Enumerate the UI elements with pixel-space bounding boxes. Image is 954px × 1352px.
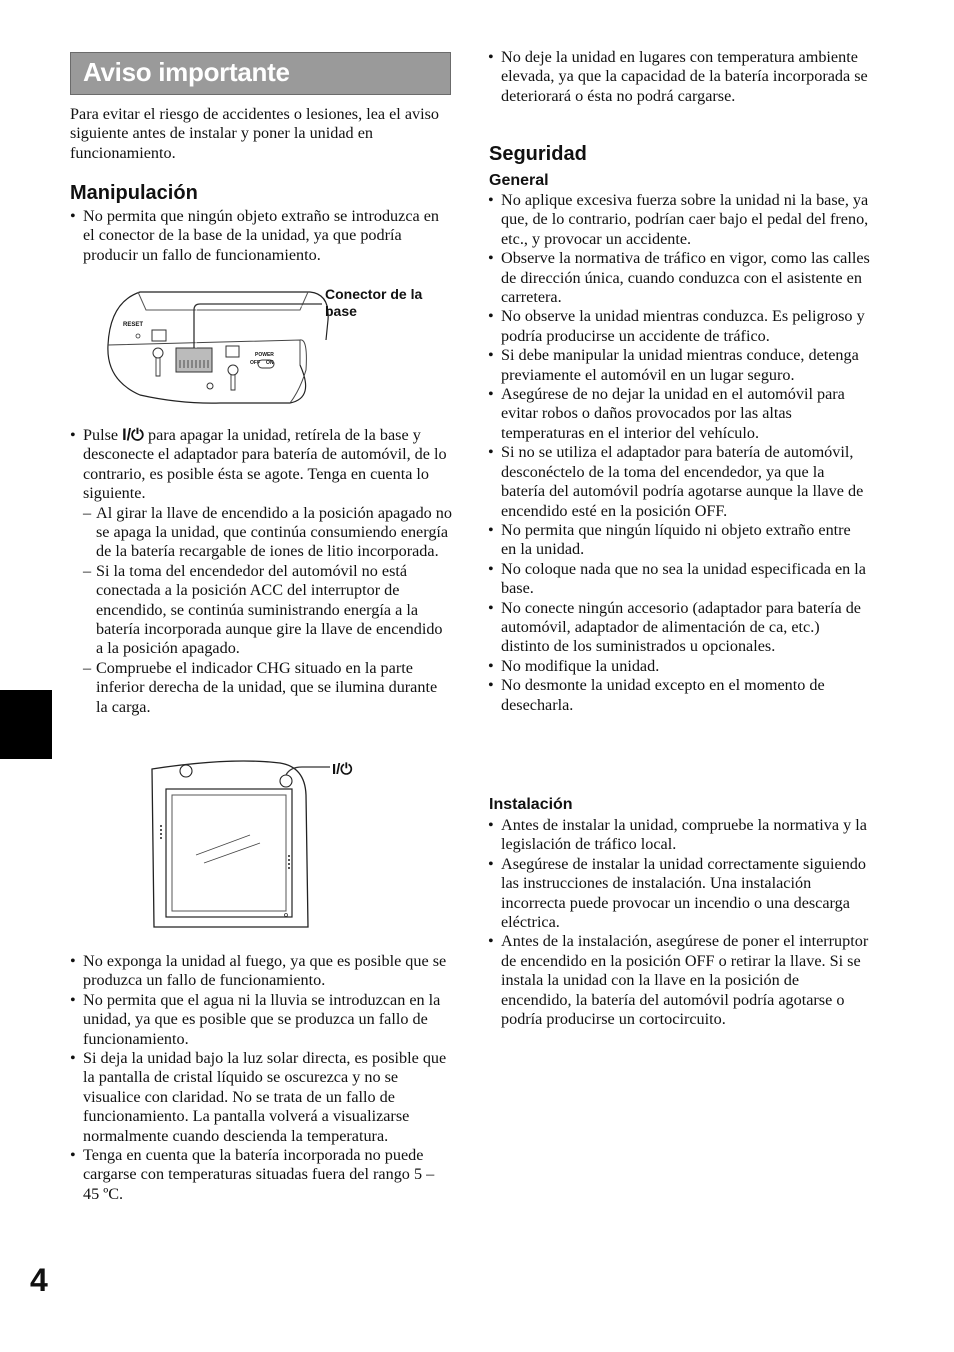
general-heading: General (489, 172, 549, 189)
list-item: • No permita que el agua ni la lluvia se introduzcan en la unidad, ya que es posible que se produzca un fallo de funcionamiento. (70, 991, 452, 1049)
list-item: • Antes de instalar la unidad, compruebe la normativa y la legislación de tráfico local. (488, 816, 870, 855)
section-tab-marker (0, 690, 52, 759)
page-title-bar (70, 52, 451, 95)
list-item: • Antes de la instalación, asegúrese de poner el interruptor de encendido en la posición OFF o retirar la llave. Si se instala la unidad con la llave en la posición de encendido, la batería del automóvil podría agotarse o podría producirse un cortocircuito. (488, 932, 870, 1029)
reset-label: RESET (123, 322, 144, 328)
list-item: • No permita que ningún líquido ni objeto extraño entre en la unidad. (488, 521, 870, 560)
pulse-text: para apagar la unidad, retírela de la base y desconecte el adaptador para batería de automóvil, de lo contrario, es posible ésta se agote. Tenga en cuenta lo siguiente. (83, 426, 447, 503)
list-item (70, 426, 452, 717)
list-item: • No deje la unidad en lugares con temperatura ambiente elevada, ya que la capacidad de la batería incorporada se deteriorará o ésta no podrá cargarse. (488, 48, 870, 106)
figure-unit-front (140, 755, 380, 940)
general-list (488, 191, 870, 715)
list-item: • No modifique la unidad. (488, 657, 870, 676)
manipulacion-sublist (70, 504, 452, 717)
sub-item: – Si la toma del encendedor del automóvil no está conectada a la posición ACC del interruptor de encendido, se continúa suministrando energía a la batería incorporada aunque gire la llave de encendido a la posición apagado. (70, 562, 452, 659)
list-item: • No conecte ningún accesorio (adaptador para batería de automóvil, adaptador de alimentación de ca, etc.) distinto de los suministrados u opcionales. (488, 599, 870, 657)
list-item: • No desmonte la unidad excepto en el momento de desecharla. (488, 676, 870, 715)
pulse-prefix: Pulse (83, 426, 119, 444)
right-top-list (488, 48, 870, 106)
dock-connector-label: Conector de la base (325, 286, 423, 319)
list-item: • Si debe manipular la unidad mientras conduce, detenga previamente el automóvil en un lugar seguro. (488, 346, 870, 385)
power-symbol: I/⏻ (122, 426, 144, 444)
manipulacion-list-2 (70, 426, 452, 717)
list-item: • Observe la normativa de tráfico en vigor, como las calles de dirección única, cuando conduzca con el asistente en carretera. (488, 249, 870, 307)
manipulacion-heading: Manipulación (70, 182, 198, 204)
manipulacion-list-1 (70, 207, 452, 265)
unit-front-illustration (140, 755, 380, 937)
power-button-label: I/⏻ (332, 761, 353, 778)
list-item: • Si deja la unidad bajo la luz solar directa, es posible que la pantalla de cristal líquido se oscurezca y no se visualice con claridad. No se trata de un fallo de funcionamiento. La pantalla volverá a visualizarse normalmente cuando descienda la temperatura. (70, 1049, 452, 1146)
page-title: Aviso importante (83, 57, 290, 87)
sub-item: – Al girar la llave de encendido a la posición apagado no se apaga la unidad, que continúa consumiendo energía de la batería recargable de iones de litio incorporada. (70, 504, 452, 562)
figure-dock-connector (100, 280, 450, 410)
off-label: OFF (250, 360, 260, 366)
instalacion-list (488, 816, 870, 1029)
list-item: • Asegúrese de instalar la unidad correctamente siguiendo las instrucciones de instalación. Una instalación incorrecta puede provocar un incendio o una descarga eléctrica. (488, 855, 870, 933)
list-item: • No exponga la unidad al fuego, ya que es posible que se produzca un fallo de funcionamiento. (70, 952, 452, 991)
list-item: • No aplique excesiva fuerza sobre la unidad ni la base, ya que, de lo contrario, podrían caer bajo el pedal del freno, etc., y provocar un accidente. (488, 191, 870, 249)
seguridad-heading: Seguridad (489, 143, 587, 165)
intro-paragraph: Para evitar el riesgo de accidentes o lesiones, lea el aviso siguiente antes de instalar y poner la unidad en funcionamiento. (70, 105, 440, 162)
instalacion-heading: Instalación (489, 796, 573, 813)
list-item: • No permita que ningún objeto extraño se introduzca en el conector de la base de la unidad, ya que podría producir un fallo de funcionamiento. (70, 207, 452, 265)
page-number: 4 (30, 1262, 48, 1298)
list-item: • Asegúrese de no dejar la unidad en el automóvil para evitar robos o daños provocados por las altas temperaturas en el interior del vehículo. (488, 385, 870, 443)
manipulacion-list-3 (70, 952, 452, 1204)
power-label: POWER (255, 352, 274, 358)
list-item: • No observe la unidad mientras conduzca. Es peligroso y podría producirse un accidente de tráfico. (488, 307, 870, 346)
list-item: • Tenga en cuenta que la batería incorporada no puede cargarse con temperaturas situadas fuera del rango 5 – 45 ºC. (70, 1146, 452, 1204)
sub-item: – Compruebe el indicador CHG situado en la parte inferior derecha de la unidad, que se ilumina durante la carga. (70, 659, 452, 717)
list-item: • Si no se utiliza el adaptador para batería de automóvil, desconéctelo de la toma del encendedor, ya que la batería del automóvil podría agotarse aunque la llave de encendido esté en la posición OFF. (488, 443, 870, 521)
list-item: • No coloque nada que no sea la unidad especificada en la base. (488, 560, 870, 599)
on-label: ON (266, 360, 274, 366)
